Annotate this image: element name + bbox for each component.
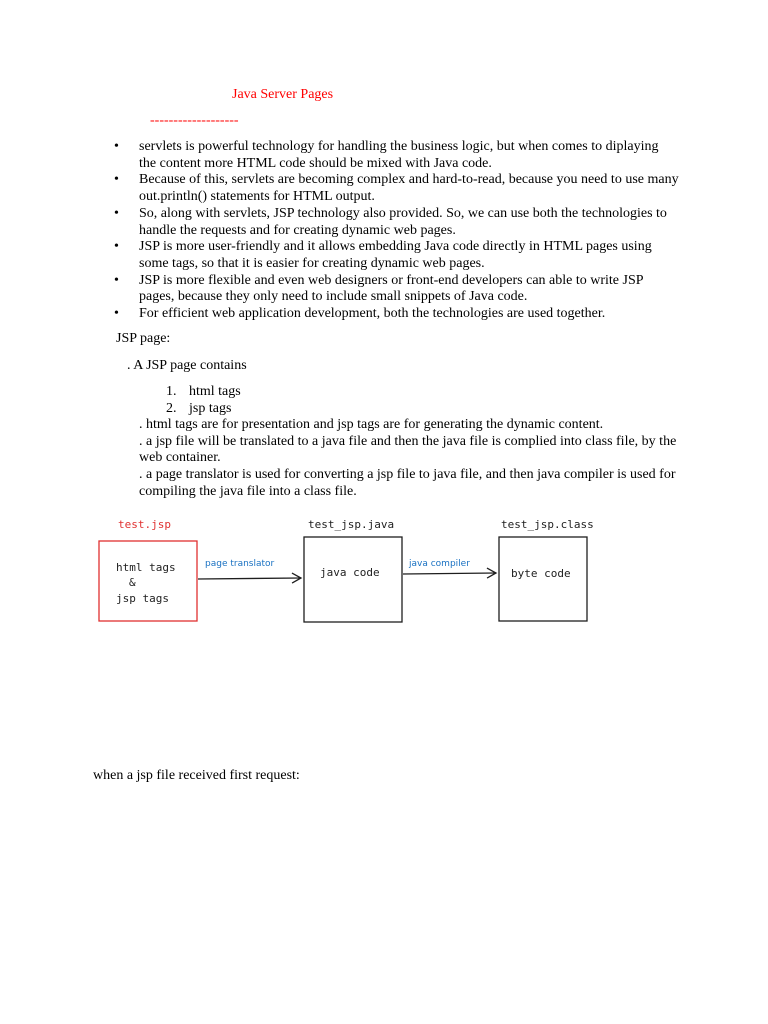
bullet-icon: • [114,306,119,322]
list-item [114,272,679,306]
source-box [99,541,197,621]
class-box-text: byte code [511,567,571,580]
first-request-heading: when a jsp file received first request: [93,768,300,783]
compiler-label: java compiler [409,559,470,569]
bullet-text: JSP is more user-friendly and it allows embedding Java code directly in HTML pages using some tags, so that it is easier for creating dynamic web pages. [139,239,652,271]
bullet-list [114,139,679,323]
list-item-text: jsp tags [189,400,232,416]
bullet-icon: • [114,139,119,154]
title-underline: ------------------- [150,113,239,128]
list-item [114,205,679,239]
list-item [114,139,679,172]
list-item [166,401,241,418]
java-box-text: java code [320,566,380,579]
bullet-icon: • [114,205,119,221]
java-box [304,537,402,622]
tags-list [166,384,241,417]
source-box-line: & [129,576,136,589]
list-item [114,172,679,205]
bullet-icon: • [114,172,119,188]
note-paragraph: . a jsp file will be translated to a java file and then the java file is complied into class file, by the web container. [139,433,677,466]
arrow-compiler [403,573,496,574]
java-file-label: test_jsp.java [308,518,395,531]
note-paragraph: . html tags are for presentation and jsp tags are for generating the dynamic content. [139,417,604,432]
class-file-label: test_jsp.class [501,518,594,531]
page-title: Java Server Pages [232,87,334,102]
note-paragraph: . a page translator is used for converting a jsp file to java file, and then java compiler is used for compiling the java file into a class file. [139,467,676,499]
source-file-label: test.jsp [118,518,171,531]
jsp-contains-label: . A JSP page contains [127,358,247,373]
bullet-text: Because of this, servlets are becoming complex and hard-to-read, because you need to use many out.println() statements for HTML output. [139,172,679,205]
bullet-text: JSP is more flexible and even web designers or front-end developers can able to write JSP pages, because they only need to include small snippets of Java code. [139,272,643,305]
translator-label: page translator [205,559,275,569]
list-number: 2. [166,400,177,416]
source-box-line: jsp tags [116,592,169,605]
source-box-line: html tags [116,561,176,574]
bullet-icon: • [114,272,119,288]
list-item [114,239,679,272]
jsp-page-heading: JSP page: [116,331,171,346]
bullet-text: For efficient web application development, both the technologies are used together. [139,306,606,322]
jsp-compilation-diagram [95,512,605,628]
list-item [114,306,679,323]
notes-block [139,417,679,501]
bullet-icon: • [114,239,119,255]
list-item-text: html tags [189,384,241,399]
list-item [166,384,241,401]
arrow-translator [198,578,301,579]
list-number: 1. [166,384,177,399]
bullet-text: servlets is powerful technology for handling the business logic, but when comes to diplaying the content more HTML code should be mixed with Java code. [139,139,659,171]
bullet-text: So, along with servlets, JSP technology also provided. So, we can use both the technologies to handle the requests and for creating dynamic web pages. [139,205,667,238]
